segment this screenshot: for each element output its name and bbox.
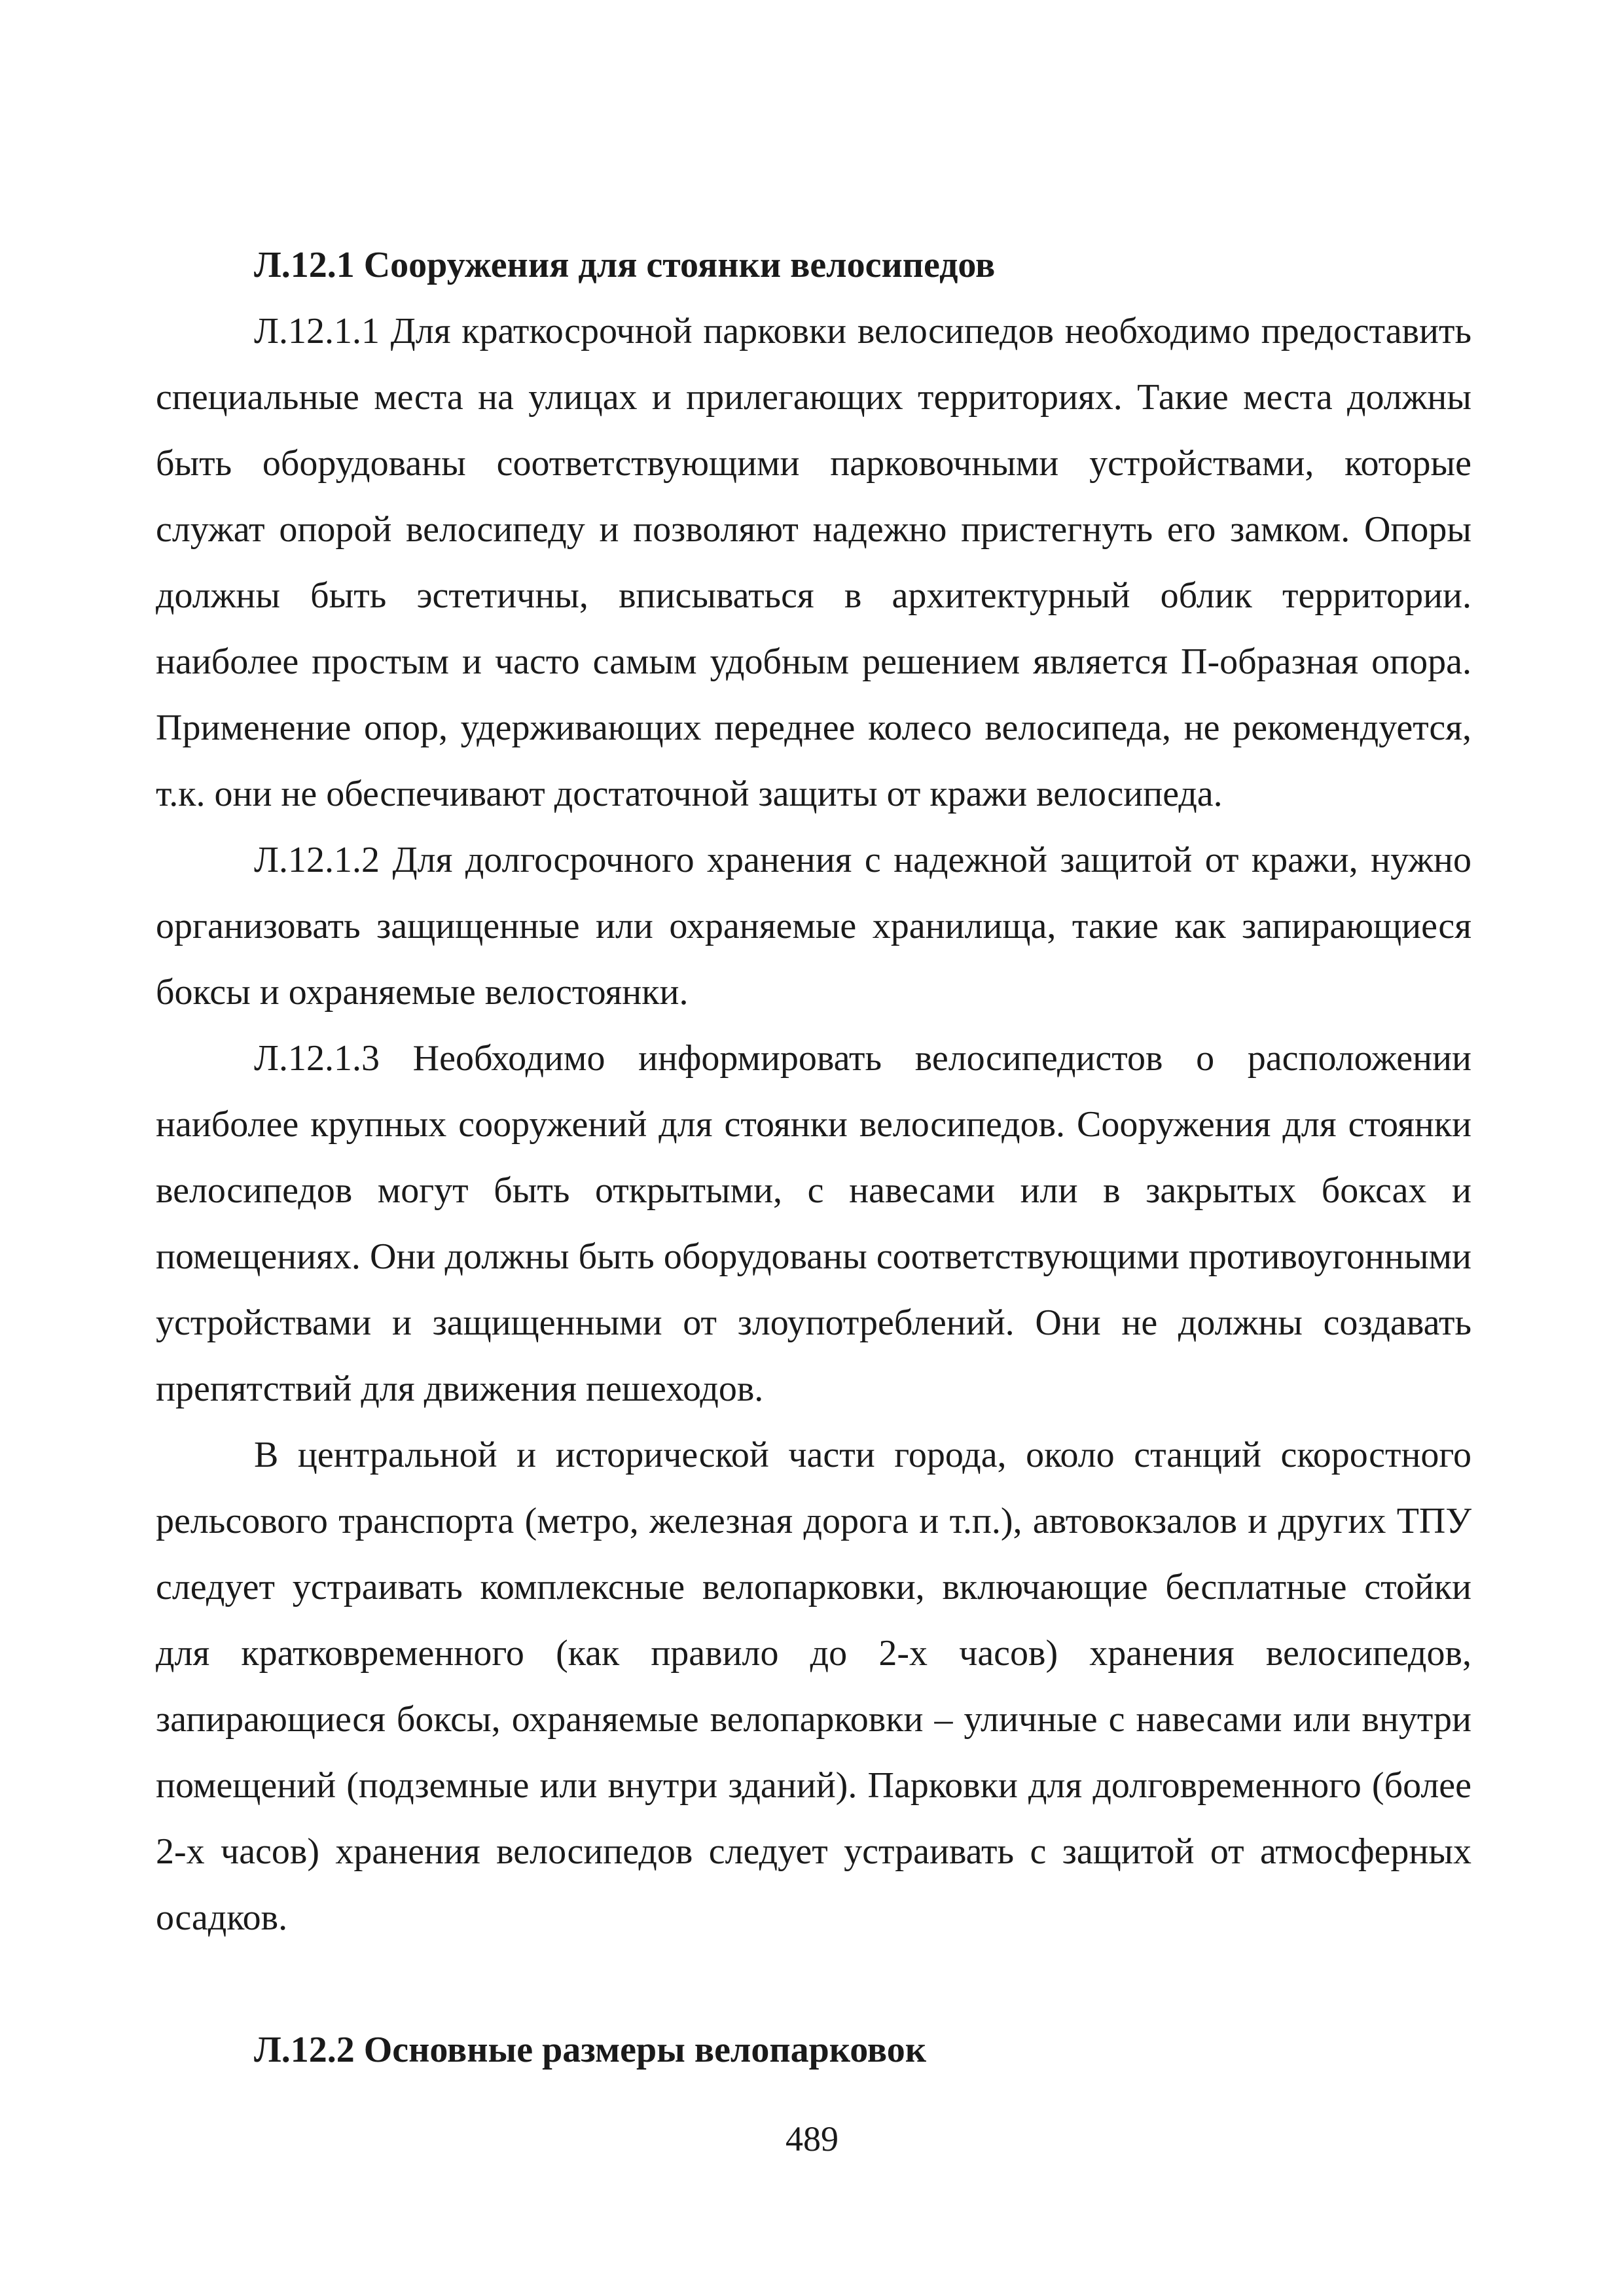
section-heading-12-2: Л.12.2 Основные размеры велопарковок — [254, 2030, 927, 2070]
page-number: 489 — [785, 2119, 839, 2159]
section-heading-12-1: Л.12.1 Сооружения для стоянки велосипедов — [254, 245, 996, 285]
spacer — [156, 1951, 1471, 2017]
paragraph-12-1-1: Л.12.1.1 Для краткосрочной парковки велосипедов необходимо предоставить специальные места на улицах и прилегающих территориях. Такие места должны быть оборудованы соответствующими парковочными устройствами, которые служат опорой велосипеду и позволяют надежно пристегнуть его замком. Опоры должны быть эстетичны, вписываться в архитектурный облик территории. наиболее простым и часто самым удобным решением является П-образная опора. Применение опор, удерживающих переднее колесо велосипеда, не рекомендуется, т.к. они не обеспечивают достаточной защиты от кражи велосипеда. — [156, 311, 1471, 814]
paragraph-12-1-3: Л.12.1.3 Необходимо информировать велосипедистов о расположении наиболее крупных сооружений для стоянки велосипедов. Сооружения для стоянки велосипедов могут быть открытыми, с навесами или в закрытых боксах и помещениях. Они должны быть оборудованы соответствующими противоугонными устройствами и защищенными от злоупотреблений. Они не должны создавать препятствий для движения пешеходов. — [156, 1038, 1471, 1409]
paragraph-12-1-2: Л.12.1.2 Для долгосрочного хранения с надежной защитой от кражи, нужно организовать защищенные или охраняемые хранилища, такие как запирающиеся боксы и охраняемые велостоянки. — [156, 840, 1471, 1013]
paragraph-complex-parking: В центральной и исторической части города, около станций скоростного рельсового транспорта (метро, железная дорога и т.п.), автовокзалов и других ТПУ следует устраивать комплексные велопарковки, включающие бесплатные стойки для кратковременного (как правило до 2-х часов) хранения велосипедов, запирающиеся боксы, охраняемые велопарковки – уличные с навесами или внутри помещений (подземные или внутри зданий). Парковки для долговременного (более 2-х часов) хранения велосипедов следует устраивать с защитой от атмосферных осадков. — [156, 1435, 1471, 1938]
page-content — [156, 232, 1471, 2083]
